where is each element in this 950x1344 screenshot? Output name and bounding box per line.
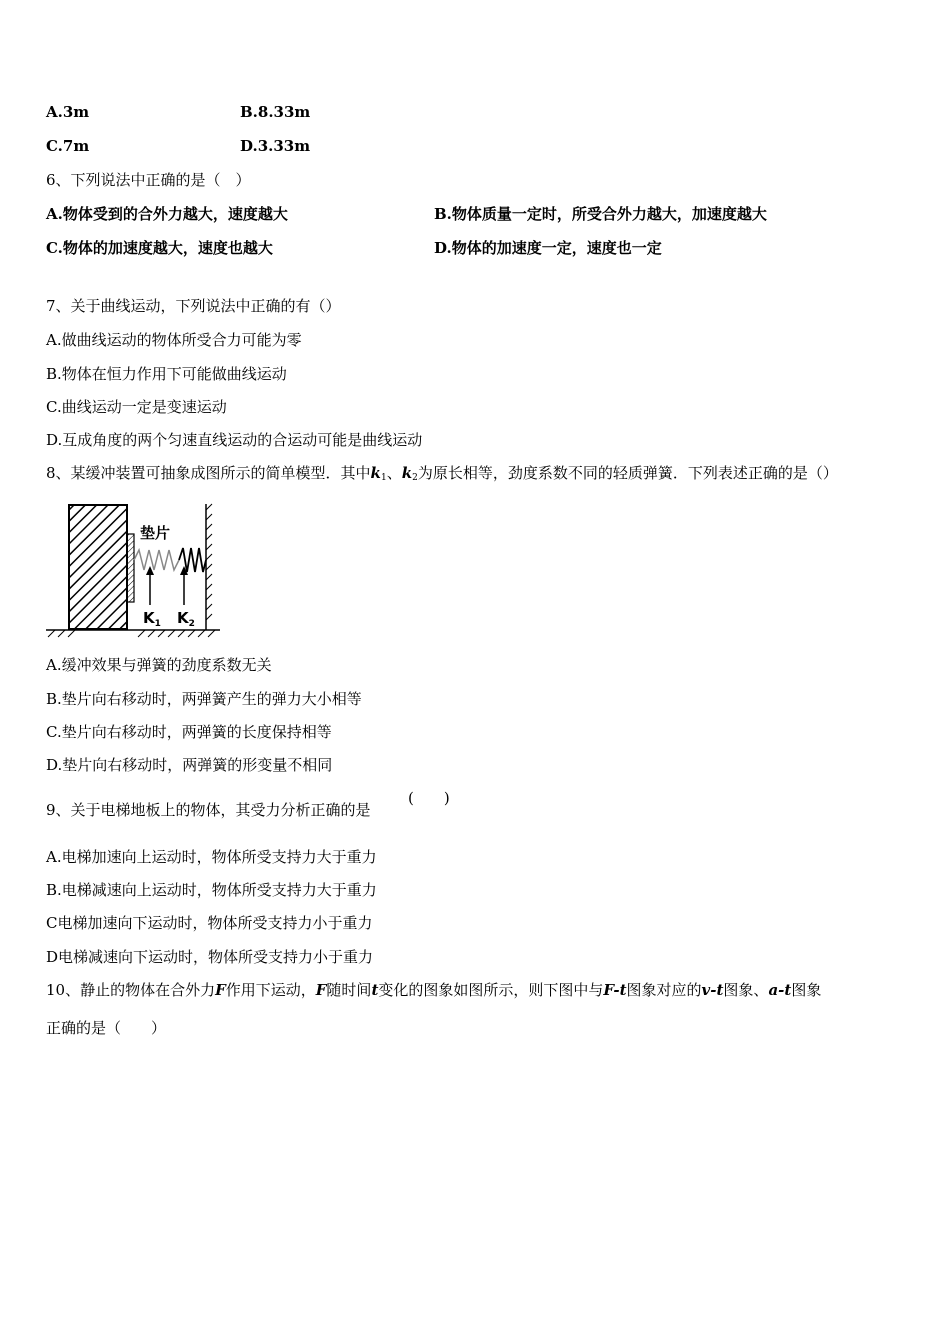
q6-stem: 6、下列说法中正确的是（ ） [46,171,251,189]
q9-paren: ( ) [408,789,450,807]
q7-option-a: A.做曲线运动的物体所受合力可能为零 [46,331,302,349]
pad [127,534,134,602]
pad-label: 垫片 [140,524,171,542]
q6-option-b: B.物体质量一定时，所受合外力越大，加速度越大 [434,205,767,223]
q8-stem: 8、某缓冲装置可抽象成图所示的简单模型．其中$k_1$、$k_2$为原长相等，劲度系数不同的轻质弹簧．下列表述正确的是（） [46,464,838,483]
q7-option-d: D.互成角度的两个匀速直线运动的合运动可能是曲线运动 [46,431,423,449]
k1-label: $K_1$ [143,609,161,629]
buffer-figure [44,500,224,640]
q9-option-a: A.电梯加速向上运动时，物体所受支持力大于重力 [46,848,377,866]
q5-option-b: B.8.33m [240,103,311,121]
q8-option-d: D.垫片向右移动时，两弹簧的形变量不相同 [46,756,333,774]
q9-option-c: C电梯加速向下运动时，物体所受支持力小于重力 [46,914,373,932]
q5-option-c: C.7m [46,137,90,155]
q9-option-d: D电梯减速向下运动时，物体所受支持力小于重力 [46,948,374,966]
q7-option-b: B.物体在恒力作用下可能做曲线运动 [46,365,287,383]
q6-option-a: A.物体受到的合外力越大，速度越大 [46,205,288,223]
q8-option-c: C.垫片向右移动时，两弹簧的长度保持相等 [46,723,332,741]
spring-k1 [134,550,179,570]
q7-stem: 7、关于曲线运动，下列说法中正确的有（） [46,297,341,315]
q5-option-a: A.3m [46,103,90,121]
q10-stem-line1: 10、静止的物体在合外力F作用下运动，F随时间t变化的图象如图所示，则下图中与F-t图象对应的v-t图象、a-t图象 [46,981,822,999]
q9-stem: 9、关于电梯地板上的物体，其受力分析正确的是 [46,801,371,819]
q6-option-c: C.物体的加速度越大，速度也越大 [46,239,273,257]
q8-option-a: A.缓冲效果与弹簧的劲度系数无关 [46,656,272,674]
k2-label: $K_2$ [177,609,195,629]
q8-option-b: B.垫片向右移动时，两弹簧产生的弹力大小相等 [46,690,362,708]
q5-option-d: D.3.33m [240,137,311,155]
q7-option-c: C.曲线运动一定是变速运动 [46,398,227,416]
q6-option-d: D.物体的加速度一定，速度也一定 [434,239,662,257]
q10-stem-line2: 正确的是（ ） [46,1019,167,1037]
hatched-block [69,505,127,629]
q9-option-b: B.电梯减速向上运动时，物体所受支持力大于重力 [46,881,377,899]
